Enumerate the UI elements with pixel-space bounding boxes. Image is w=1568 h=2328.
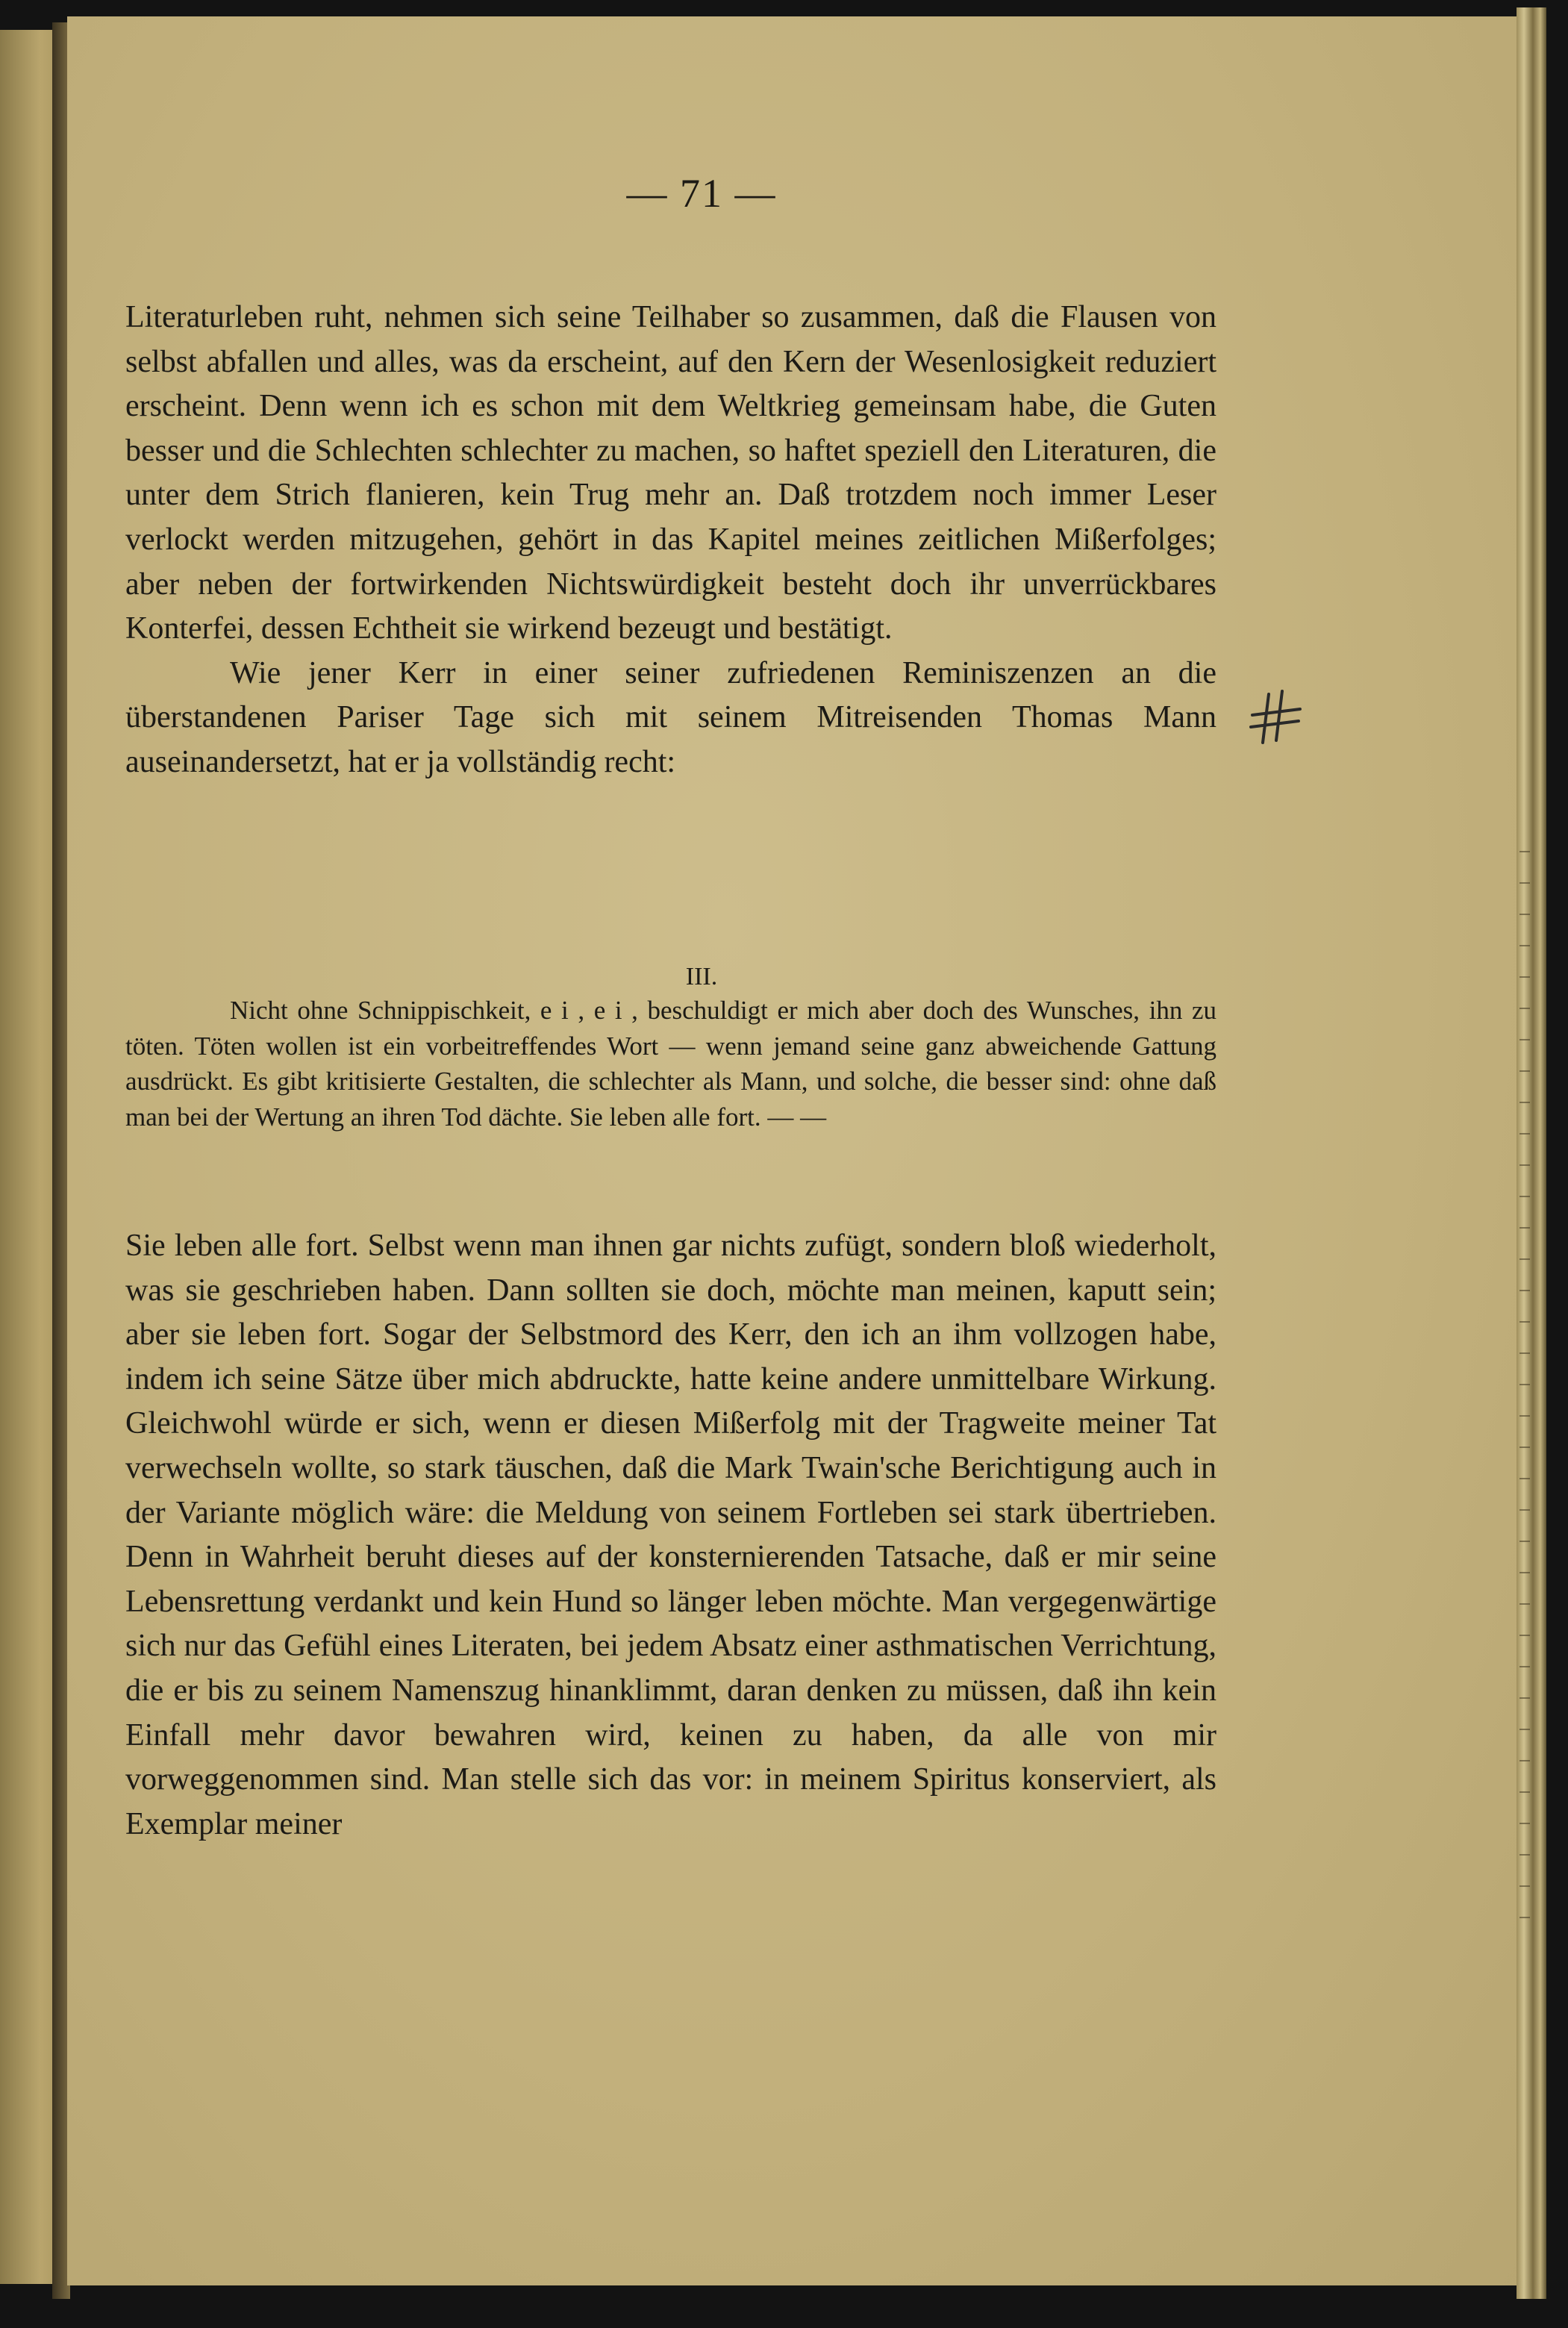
- page-number: — 71 —: [626, 171, 777, 216]
- block-quote: [125, 993, 1216, 1135]
- scan-ruler: [1519, 821, 1530, 1941]
- quote-text: Nicht ohne Schnippischkeit, e i , e i , beschuldigt er mich aber doch des Wunsches, ihn zu töten. Töten wollen ist ein vorbeitreffendes Wort — wenn jemand seine ganz abweichende Gattung ausdrückt. Es gibt kritisierte Gestalten, die schlechter als Mann, und solche, die besser sind: ohne daß man bei der Wertung an ihren Tod dächte. Sie leben alle fort. — —: [125, 996, 1216, 1132]
- body-text-bottom: [125, 1224, 1216, 1847]
- body-text-top: [125, 296, 1216, 785]
- handwritten-hash-mark: [1246, 687, 1306, 746]
- paragraph-3: Sie leben alle fort. Selbst wenn man ihnen gar nichts zufügt, sondern bloß wiederholt, was sie geschrieben haben. Dann sollten sie doch, möchte man meinen, kaputt sein; aber sie leben fort. Sogar der Selbstmord des Kerr, den ich an ihm vollzogen habe, indem ich seine Sätze über mich abdruckte, hatte keine andere unmittelbare Wirkung. Gleichwohl würde er sich, wenn er diesen Mißerfolg mit der Tragweite meiner Tat verwechseln wollte, so stark täuschen, daß die Mark Twain'sche Berichtigung auch in der Variante möglich wäre: die Meldung von seinem Fortleben sei stark übertrieben. Denn in Wahrheit beruht dieses auf der konsternierenden Tatsache, daß er mir seine Lebensrettung verdankt und kein Hund so länger leben möchte. Man vergegenwärtige sich nur das Gefühl eines Literaten, bei jedem Absatz einer asthmatischen Verrichtung, die er bis zu seinem Namenszug hinanklimmt, daran denken zu müssen, daß ihn kein Einfall mehr davor bewahren wird, keinen zu haben, da alle von mir vorweggenommen sind. Man stelle sich das vor: in meinem Spiritus konserviert, als Exemplar meiner: [125, 1229, 1216, 1841]
- section-marker: III.: [685, 963, 718, 990]
- paragraph-1: Literaturleben ruht, nehmen sich seine Teilhaber so zusammen, daß die Flausen von selbst abfallen und alles, was da erscheint, auf den Kern der Wesenlosigkeit reduziert erscheint. Denn wenn ich es schon mit dem Weltkrieg gemeinsam habe, die Guten besser und die Schlechten schlechter zu machen, so haftet speziell den Literaturen, die unter dem Strich flanieren, kein Trug mehr an. Daß trotzdem noch immer Leser verlockt werden mitzugehen, gehört in das Kapitel meines zeitlichen Mißerfolges; aber neben der fortwirkenden Nichtswürdigkeit besteht doch ihr unverrückbares Konterfei, dessen Echtheit sie wirkend bezeugt und bestätigt.: [125, 300, 1216, 646]
- paragraph-2: Wie jener Kerr in einer seiner zufriedenen Reminiszenzen an die überstandenen Pariser Tage sich mit seinem Mitreisenden Thomas Mann auseinandersetzt, hat er ja vollständig recht:: [125, 655, 1216, 779]
